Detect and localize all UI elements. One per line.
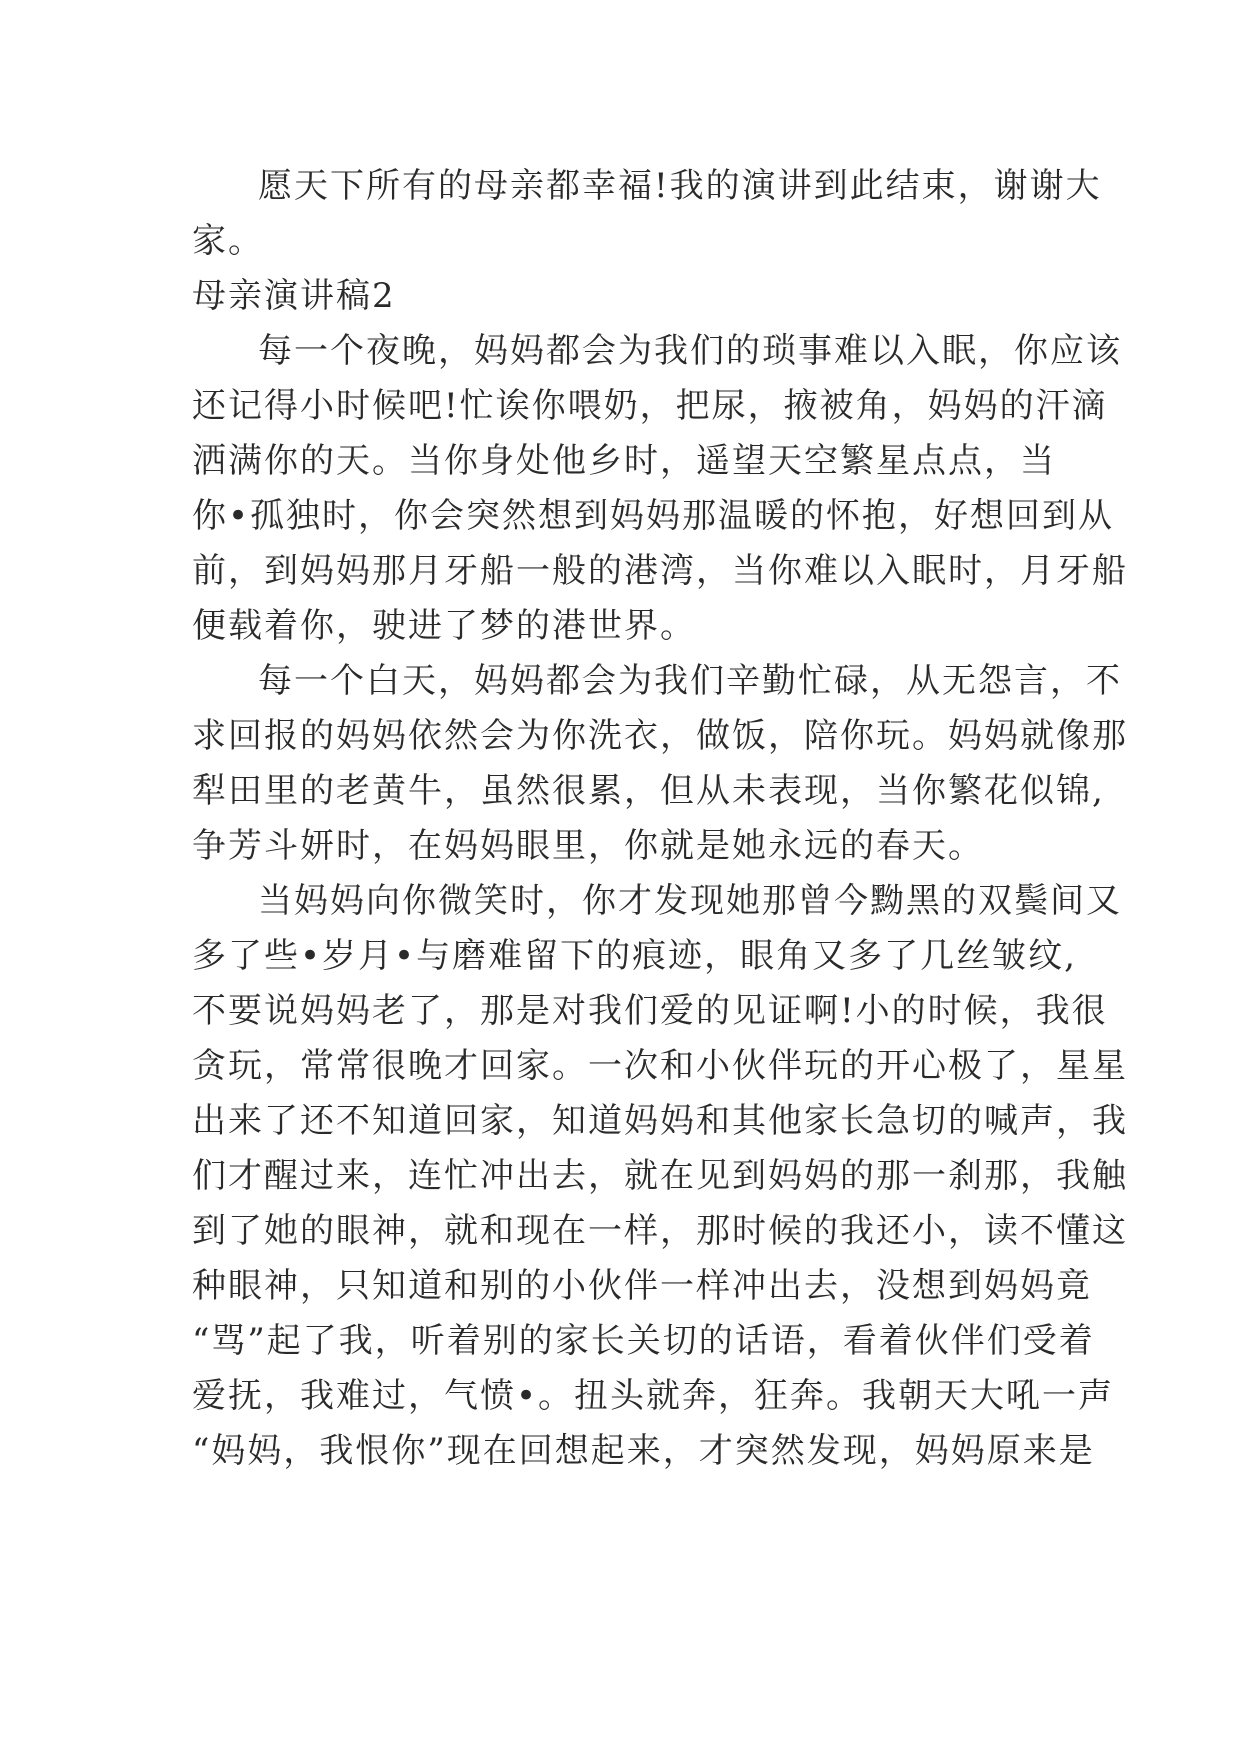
paragraph-line: “骂”起了我，听着别的家长关切的话语，看着伙伴们受着 xyxy=(192,1321,1095,1361)
paragraph-line: 贪玩，常常很晚才回家。一次和小伙伴玩的开心极了，星星 xyxy=(192,1046,1128,1086)
paragraph-line: “妈妈，我恨你”现在回想起来，才突然发现，妈妈原来是 xyxy=(192,1431,1095,1471)
paragraph-line: 求回报的妈妈依然会为你洗衣，做饭，陪你玩。妈妈就像那 xyxy=(192,716,1128,756)
paragraph-line: 爱抚，我难过，气愤•。扭头就奔，狂奔。我朝天大吼一声 xyxy=(192,1376,1115,1416)
paragraph-line: 出来了还不知道回家，知道妈妈和其他家长急切的喊声，我 xyxy=(192,1101,1128,1141)
paragraph-line: 家。 xyxy=(192,221,264,261)
paragraph-line: 便载着你，驶进了梦的港世界。 xyxy=(192,606,696,646)
paragraph-line: 洒满你的天。当你身处他乡时，遥望天空繁星点点，当 xyxy=(192,441,1056,481)
paragraph-line: 愿天下所有的母亲都幸福!我的演讲到此结束，谢谢大 xyxy=(258,166,1102,206)
paragraph-line: 争芳斗妍时，在妈妈眼里，你就是她永远的春天。 xyxy=(192,826,984,866)
paragraph-line: 到了她的眼神，就和现在一样，那时候的我还小，读不懂这 xyxy=(192,1211,1128,1251)
paragraph-line: 犁田里的老黄牛，虽然很累，但从未表现，当你繁花似锦, xyxy=(192,771,1105,811)
paragraph-line: 种眼神，只知道和别的小伙伴一样冲出去，没想到妈妈竟 xyxy=(192,1266,1092,1306)
paragraph-line: 当妈妈向你微笑时，你才发现她那曾今黝黑的双鬓间又 xyxy=(258,881,1122,921)
paragraph-line: 每一个白天，妈妈都会为我们辛勤忙碌，从无怨言，不 xyxy=(258,661,1122,701)
paragraph-line: 前，到妈妈那月牙船一般的港湾，当你难以入眠时，月牙船 xyxy=(192,551,1128,591)
paragraph-line: 还记得小时候吧!忙诶你喂奶，把尿，掖被角，妈妈的汗滴 xyxy=(192,386,1108,426)
paragraph-line: 们才醒过来，连忙冲出去，就在见到妈妈的那一刹那，我触 xyxy=(192,1156,1128,1196)
section-heading: 母亲演讲稿2 xyxy=(192,276,396,316)
paragraph-line: 不要说妈妈老了，那是对我们爱的见证啊!小的时候，我很 xyxy=(192,991,1108,1031)
paragraph-line: 你•孤独时，你会突然想到妈妈那温暖的怀抱，好想回到从 xyxy=(192,496,1115,536)
paragraph-line: 多了些•岁月•与磨难留下的痕迹，眼角又多了几丝皱纹, xyxy=(192,936,1077,976)
paragraph-line: 每一个夜晚，妈妈都会为我们的琐事难以入眠，你应该 xyxy=(258,331,1122,371)
